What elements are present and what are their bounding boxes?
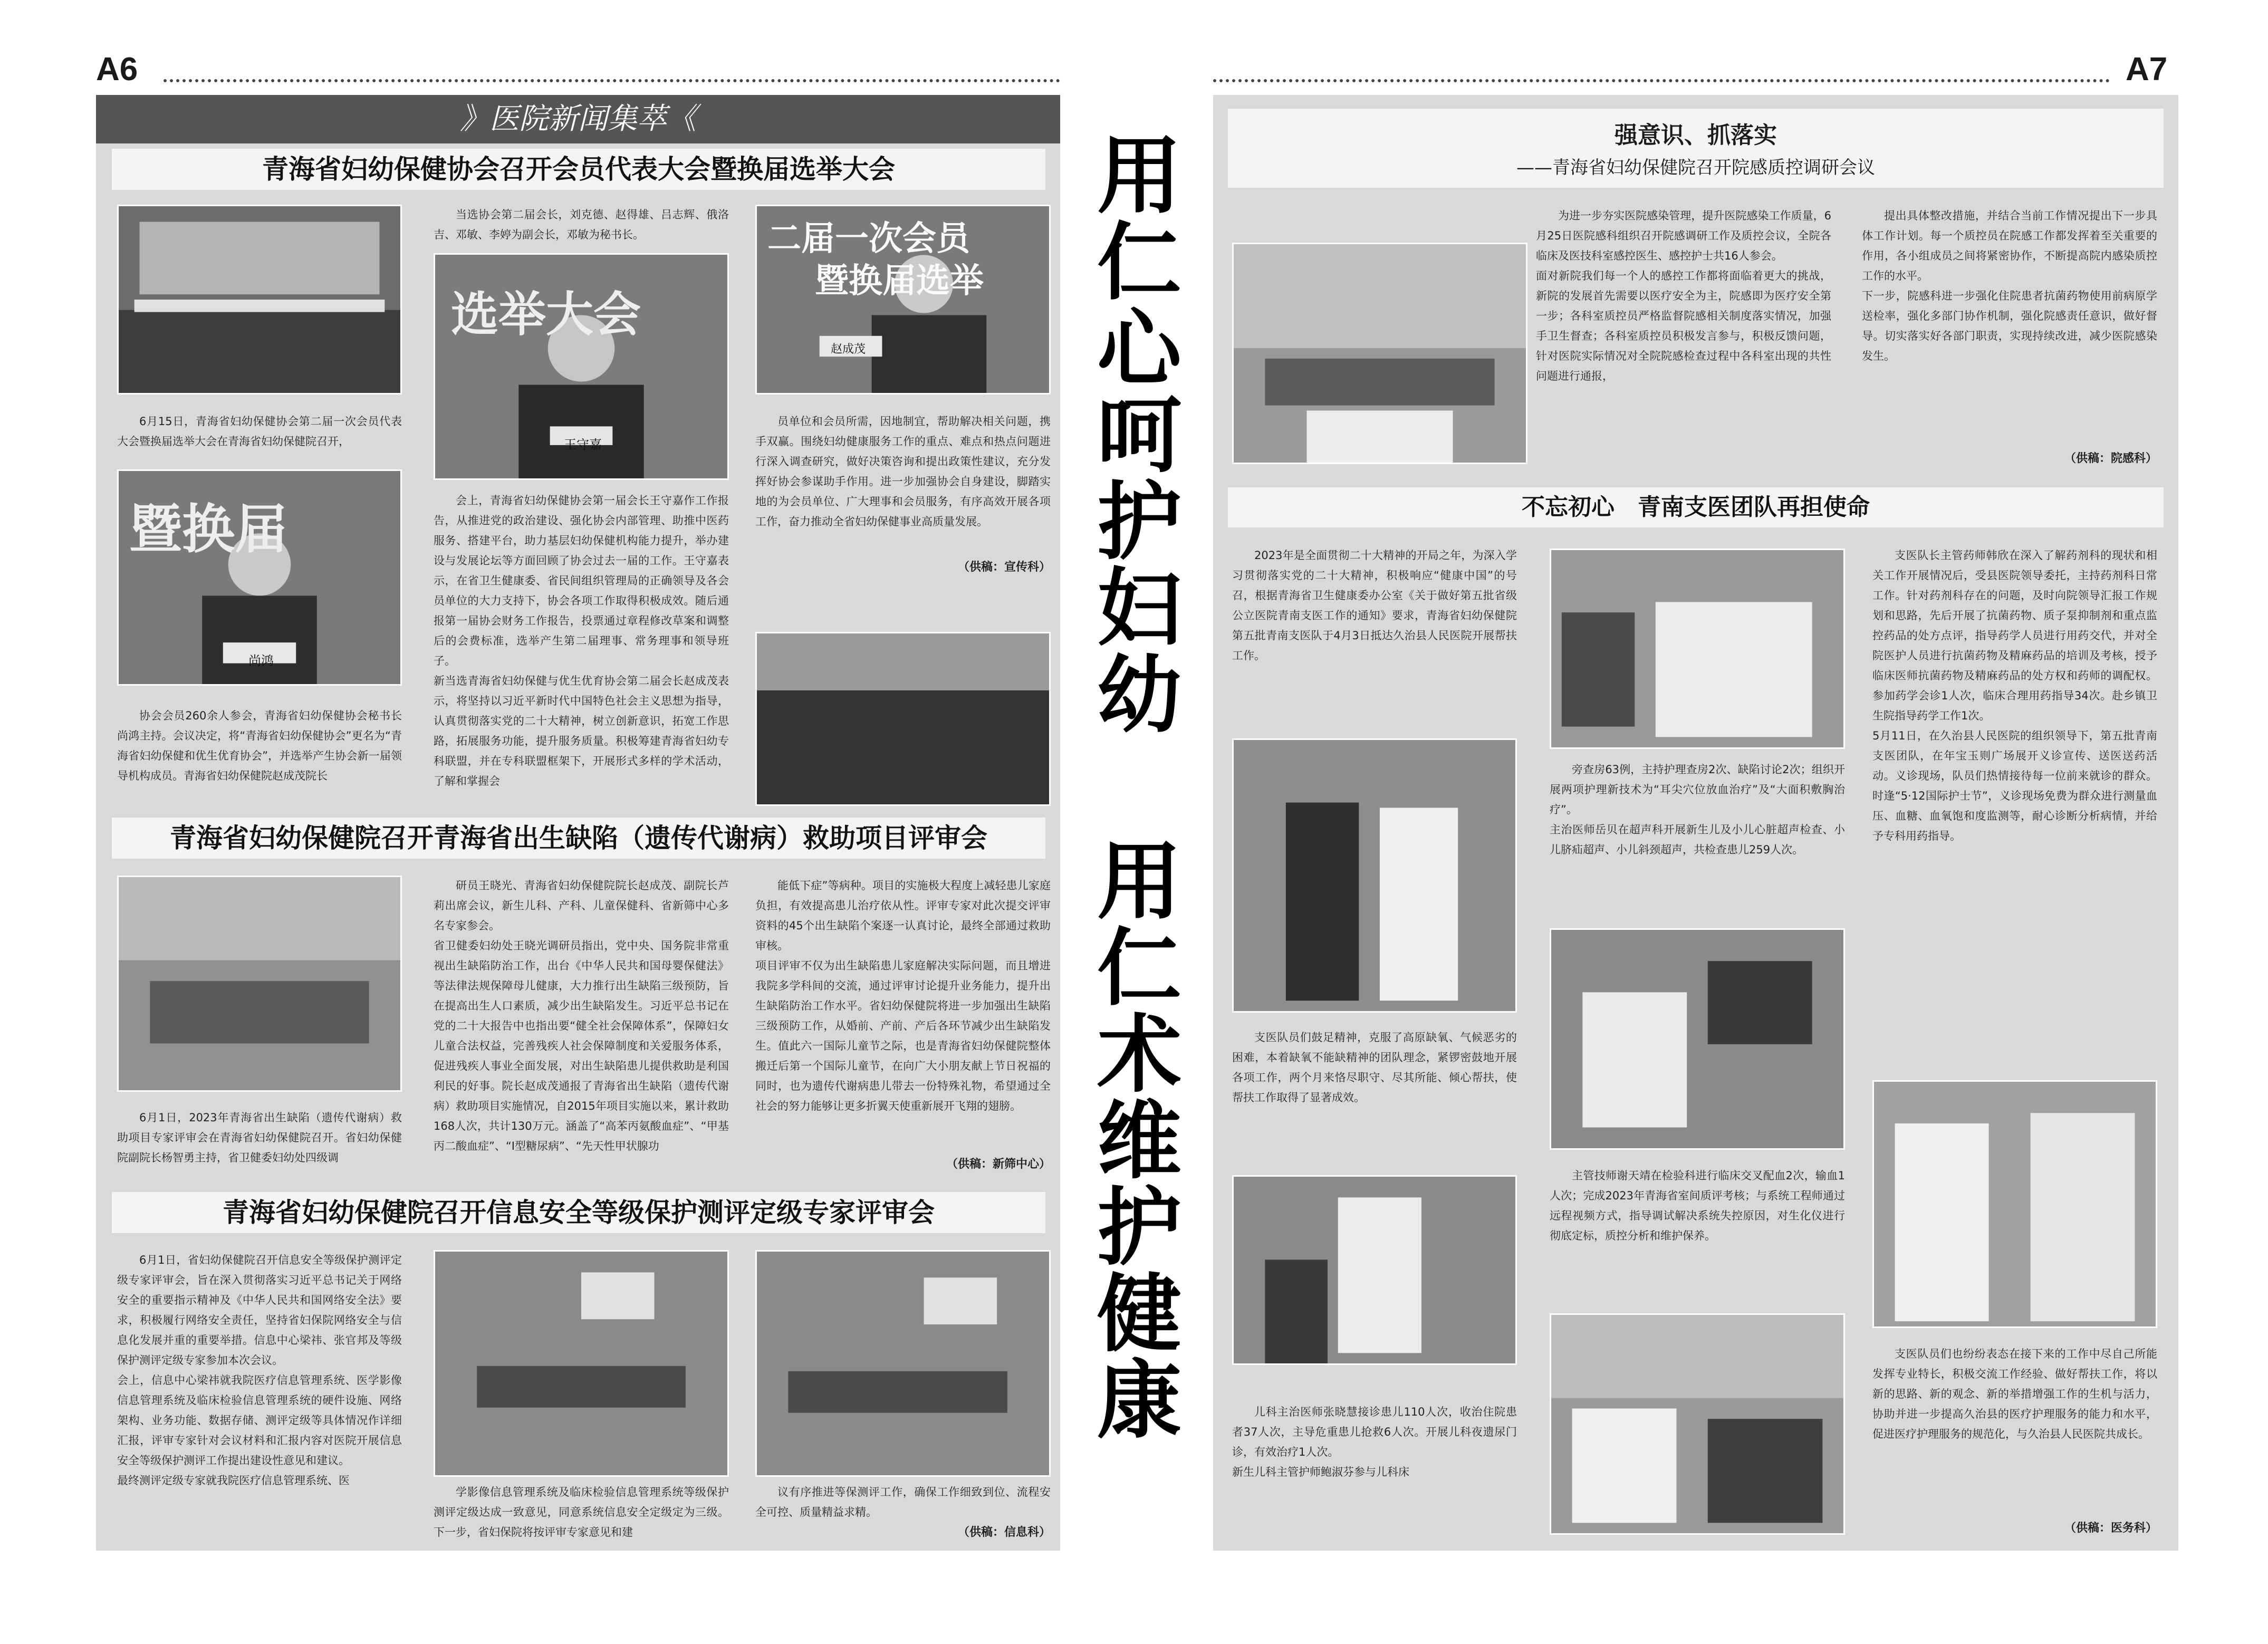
photo-infection-meeting (1232, 243, 1527, 464)
photo-security-review-1 (434, 1250, 729, 1477)
article-text: 能低下症”等病种。项目的实施极大程度上减轻患儿家庭负担，有效提高患儿治疗依从性。评审专家对此次提交评审资料的45个出生缺陷个案逐一认真讨论，最终全部通过救助审核。 项目评审不仅为出生缺陷患儿家庭解决实际问题，而且增进我院多学科间的交流，通过评审讨论提升业务能力，提升出生缺陷防治工作水平。省妇幼保健院将进一步加强出生缺陷三级预防工作，从婚前、产前、产后各环节减少出生缺陷发生。值此六一国际儿童节之际，也是青海省妇幼保健院整体搬迁后第一个国际儿童节，在向广大小朋友献上节日祝福的同时，也为遗传代谢病患儿带去一份特殊礼物，希望通过全社会的努力能够让更多折翼天使重新展开飞翔的翅膀。 (755, 879, 1051, 1112)
slogan-column-1 (1087, 127, 1192, 744)
article-text: 为进一步夯实医院感染管理，提升医院感染工作质量，6月25日医院感科组织召开院感调研工作及质控会议，全院各临床及医技科室感控医生、感控护士共16人参会。 面对新院我们每一个人的感控工作都将面临着更大的挑战，新院的发展首先需要以医疗安全为主，院感即为医疗安全第一步；各科室质控员严格监督院感相关制度落实情况，加强手卫生督查；各科室质控员积极发言参与，积极反馈问题，针对医院实际情况对全院院感检查过程中各科室出现的共性问题进行通报， (1536, 209, 1831, 382)
slogan-char: 健 (1097, 1265, 1181, 1363)
slogan-char: 呵 (1097, 386, 1181, 485)
page-number-left: A6 (96, 51, 138, 88)
article-text: 支医队员们也纷纷表态在接下来的工作中尽自己所能发挥专业特长，积极交流工作经验、做好帮扶工作，将以新的思路、新的观念、新的举措增强工作的生机与活力，协助并进一步提高久治县的医疗护理服务的能力和水平，促进医疗护理服务的规范化，与久治县人民医院共成长。 (1872, 1348, 2157, 1440)
photo-backdrop-text: 暨换届 (129, 498, 287, 560)
article-credit: （供稿：宣传科） (957, 561, 1051, 574)
article-text: 学影像信息管理系统及临床检验信息管理系统等级保护测评定级达成一致意见，同意系统信息安全定级定为三级。下一步，省妇保院将按评审专家意见和建 (434, 1486, 729, 1539)
article-text: 儿科主治医师张晓慧接诊患儿110人次，收治住院患者37人次，主导危重患儿抢救6人次。开展儿科夜遗尿门诊，有效治疗1人次。 新生儿科主管护师鲍淑芬参与儿科床 (1232, 1406, 1517, 1478)
header-dotted-rule-left (164, 79, 1060, 82)
photo-backdrop-text: 暨换届选举 (815, 262, 984, 301)
photo-ward-round (1550, 549, 1845, 749)
section-banner: 》医院新闻集萃《 (96, 95, 1060, 143)
slogan-char: 心 (1097, 300, 1181, 398)
article-text: 员单位和会员所需，因地制宜，帮助解决相关问题，携手双赢。围绕妇幼健康服务工作的重点、难点和热点问题进行深入调查研究，做好决策咨询和提出政策性建议，充分发挥好协会参谋助手作用。进一步加强协会自身建设，脚踏实地的为会员单位、广大理事和会员服务，有序高效开展各项工作，奋力推动全省妇幼保健事业高质量发展。 (755, 415, 1051, 528)
page-number-right: A7 (2126, 51, 2168, 88)
nameplate-label: 尚鸿 (248, 653, 274, 668)
article-subheadline: ——青海省妇幼保健院召开院感质控调研会议 (1516, 157, 1875, 178)
article-text: 支医队长主管药师韩欣在深入了解药剂科的现状和相关工作开展情况后，受县医院领导委托，主持药剂科日常工作。针对药剂科存在的问题，及时向院领导汇报工作规划和思路，先后开展了抗菌药物、质子泵抑制剂和重点监控药品的处方点评，指导药学人员进行用药交代，并对全院医护人员进行抗菌药物及精麻药品的培训及考核，授予临床医师抗菌药物及精麻药品的处方权和药师的调配权。参加药学会诊1人次，临床合理用药指导34次。赴乡镇卫生院指导药学工作1次。 5月11日，在久治县人民医院的组织领导下，第五批青南支医团队，在年宝玉则广场展开义诊宣传、送医送药活动。义诊现场，队员们热情接待每一位前来就诊的群众。时逢“5·12国际护士节”，义诊现场免费为群众进行测量血压、血糖、血氧饱和度监测等，耐心诊断分析病情，并给予专科用药指导。 (1872, 549, 2157, 842)
article-text: 当选协会第二届会长，刘克德、赵得雄、吕志辉、俄洛吉、邓敏、李婷为副会长，邓敏为秘书长。 (434, 208, 729, 241)
photo-child-consultation (1232, 1175, 1517, 1365)
photo-backdrop-text: 二届一次会员 (767, 219, 970, 258)
article-text: 协会会员260余人参会，青海省妇幼保健协会秘书长尚鸿主持。会议决定，将“青海省妇幼保健协会”更名为“青海省妇幼保健和优生优育协会”，并选举产生协会新一届领导机构成员。青海省妇幼保健院赵成茂院长 (117, 709, 402, 782)
slogan-char: 用 (1097, 832, 1181, 931)
article-headline: 强意识、抓落实 (1614, 122, 1777, 149)
photo-audience (755, 632, 1051, 806)
photo-free-clinic (1550, 1313, 1845, 1535)
photo-podium-speaker (755, 205, 1051, 395)
photo-speaker-man (434, 253, 729, 480)
photo-speaker-woman (117, 469, 402, 686)
photo-security-review-2 (755, 1250, 1051, 1477)
article-headline: 青海省妇幼保健协会召开会员代表大会暨换届选举大会 (112, 149, 1045, 190)
slogan-char: 维 (1097, 1092, 1181, 1190)
article-credit: （供稿：信息科） (957, 1526, 1051, 1539)
slogan-char: 仁 (1097, 919, 1181, 1017)
photo-review-meeting (117, 876, 402, 1092)
article-text: 6月1日，2023年青海省出生缺陷（遗传代谢病）救助项目专家评审会在青海省妇幼保健院召开。省妇幼保健院副院长杨智勇主持，省卫健委妇幼处四级调 (117, 1111, 402, 1164)
article-credit: （供稿：新筛中心） (946, 1158, 1051, 1171)
photo-ultrasound (1550, 928, 1845, 1150)
article-text: 6月15日，青海省妇幼保健协会第二届一次会员代表大会暨换届选举大会在青海省妇幼保健院召开， (117, 415, 402, 448)
article-text: 2023年是全面贯彻二十大精神的开局之年，为深入学习贯彻落实党的二十大精神，积极响应“健康中国”的号召，根据青海省卫生健康委办公室《关于做好第五批省级公立医院青南支医工作的通知》要求，青海省妇幼保健院第五批青南支医队于4月3日抵达久治县人民医院开展帮扶工作。 (1232, 549, 1517, 662)
header-dotted-rule-right (1213, 79, 2110, 82)
article-text: 会上，青海省妇幼保健协会第一届会长王守嘉作工作报告，从推进党的政治建设、强化协会内部管理、助推中医药服务、搭建平台，助力基层妇幼保健机构能力提升，举办建设与发展论坛等方面回顾了协会过去一届的工作。王守嘉表示，在省卫生健康委、省民间组织管理局的正确领导及各会员单位的大力支持下，协会各项工作取得积极成效。随后通报第一届协会财务工作报告，投票通过章程修改草案和调整后的会费标准，选举产生第二届理事、常务理事和领导班子。 新当选青海省妇幼保健与优生优育协会第二届会长赵成茂表示，将坚持以习近平新时代中国特色社会主义思想为指导，认真贯彻落实党的二十大精神，树立创新意识，拓宽工作思路，拓展服务功能，提升服务质量。积极筹建青海省妇幼专科联盟，并在专科联盟框架下，开展形式多样的学术活动，了解和掌握会 (434, 494, 729, 787)
photo-backdrop-text: 选举大会 (451, 287, 641, 342)
slogan-char: 妇 (1097, 559, 1181, 658)
article-headline: 青海省妇幼保健院召开信息安全等级保护测评定级专家评审会 (112, 1192, 1045, 1233)
slogan-char: 术 (1097, 1005, 1181, 1104)
article-headline: 不忘初心 青南支医团队再担使命 (1228, 487, 2164, 527)
nameplate-label: 赵成茂 (831, 343, 866, 356)
article-headline: 青海省妇幼保健院召开青海省出生缺陷（遗传代谢病）救助项目评审会 (112, 818, 1045, 859)
article-text: 6月1日，省妇幼保健院召开信息安全等级保护测评定级专家评审会，旨在深入贯彻落实习近平总书记关于网络安全的重要指示精神及《中华人民共和国网络安全法》要求，积极履行网络安全责任，坚持省妇保院网络安全与信息化发展并重的重要举措。信息中心梁祎、张官邦及等级保护测评定级专家参加本次会议。 会上，信息中心梁祎就我院医疗信息管理系统、医学影像信息管理系统及临床检验信息管理系统的硬件设施、网络架构、业务功能、数据存储、测评定级等具体情况作详细汇报，评审专家针对会议材料和汇报内容对医院开展信息安全等级保护测评工作提出建设性意见和建议。 最终测评定级专家就我院医疗信息管理系统、医 (117, 1254, 402, 1487)
article-text: 旁查房63例，主持护理查房2次、缺陷讨论2次；组织开展两项护理新技术为“耳尖穴位放血治疗”及“大面积敷胸治疗”。 主治医师岳贝在超声科开展新生儿及小儿心脏超声检查、小儿脐疝超声、小儿斜颈超声，共检查患儿259人次。 (1550, 763, 1845, 856)
slogan-char: 用 (1097, 127, 1181, 225)
photo-pharmacy-team (1872, 1080, 2157, 1328)
article-text: 支医队员们鼓足精神，克服了高原缺氧、气候恶劣的困难，本着缺氧不能缺精神的团队理念，紧锣密鼓地开展各项工作，两个月来恪尽职守、尽其所能、倾心帮扶，使帮扶工作取得了显著成效。 (1232, 1031, 1517, 1104)
slogan-char: 护 (1097, 473, 1181, 571)
slogan-char: 康 (1097, 1351, 1181, 1450)
article-text: 主管技师谢天靖在检验科进行临床交叉配血2次，输血1人次；完成2023年青海省室间质评考核；与系统工程师通过远程视频方式，指导调试解决系统失控原因，对生化仪进行彻底定标，质控分析和维护保养。 (1550, 1169, 1845, 1242)
slogan-char: 仁 (1097, 213, 1181, 312)
slogan-column-2 (1087, 832, 1192, 1450)
slogan-char: 护 (1097, 1178, 1181, 1277)
slogan-char: 幼 (1097, 646, 1181, 744)
article-text: 提出具体整改措施，并结合当前工作情况提出下一步具体工作计划。每一个质控员在院感工作都发挥着至关重要的作用，各小组成员之间将紧密协作，不断提高院内感染质控工作的水平。 下一步，院感科进一步强化住院患者抗菌药物使用前病原学送检率，强化多部门协作机制，强化院感责任意识，做好督导。切实落实好各部门职责，实现持续改进，减少医院感染发生。 (1862, 209, 2157, 362)
nameplate-label: 王守嘉 (564, 437, 602, 452)
article-text: 议有序推进等保测评工作，确保工作细致到位、流程安全可控、质量精益求精。 (755, 1486, 1051, 1518)
photo-doctors-standing (1232, 738, 1517, 1013)
article-credit: （供稿：院感科） (2064, 452, 2157, 465)
article-credit: （供稿：医务科） (2064, 1522, 2157, 1535)
photo-meeting-hall (117, 205, 402, 395)
article-text: 研员王晓光、青海省妇幼保健院院长赵成茂、副院长芦莉出席会议，新生儿科、产科、儿童保健科、省新筛中心多名专家参会。 省卫健委妇幼处王晓光调研员指出，党中央、国务院非常重视出生缺陷防治工作，出台《中华人民共和国母婴保健法》等法律法规保障母儿健康，大力推行出生缺陷三级预防，旨在提高出生人口素质，减少出生缺陷发生。习近平总书记在党的二十大报告中也指出要“健全社会保障体系”，保障妇女儿童合法权益，完善残疾人社会保障制度和关爱服务体系，促进残疾人事业全面发展，对出生缺陷患儿提供救助是利国利民的好事。院长赵成茂通报了青海省出生缺陷（遗传代谢病）救助项目实施情况，自2015年项目实施以来，累计救助168人次，共计130万元。涵盖了“高苯丙氨酸血症”、“甲基丙二酸血症”、“Ⅰ型糖尿病”、“先天性甲状腺功 (434, 879, 729, 1152)
